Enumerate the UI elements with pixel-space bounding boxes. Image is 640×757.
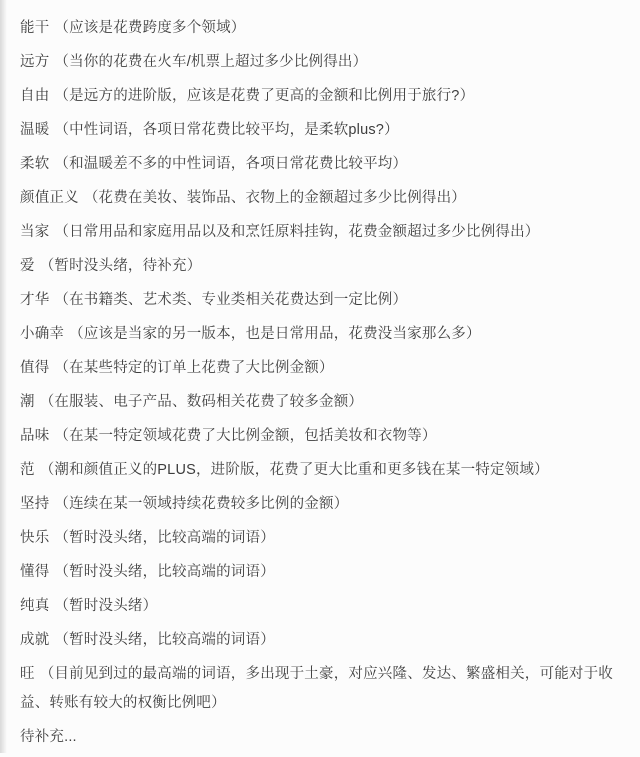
entry-description: （在服装、电子产品、数码相关花费了较多金额） (39, 394, 364, 410)
entry-term: 能干 (20, 20, 50, 36)
entry-description: （连续在某一领域持续花费较多比例的金额） (54, 496, 349, 512)
list-item (20, 388, 628, 417)
entry-term: 当家 (20, 224, 50, 240)
list-item (20, 116, 628, 145)
entry-term: 纯真 (20, 598, 50, 614)
entry-description: （暂时没头绪，比较高端的词语） (54, 530, 275, 546)
entry-term: 坚持 (20, 496, 50, 512)
list-item (20, 218, 628, 247)
list-item (20, 82, 628, 111)
entry-term: 范 (20, 462, 35, 478)
footer-note: 待补充... (20, 729, 77, 745)
list-item (20, 422, 628, 451)
entry-description: （暂时没头绪，比较高端的词语） (54, 564, 275, 580)
entry-term: 品味 (20, 428, 50, 444)
list-item (20, 320, 628, 349)
list-item (20, 524, 628, 553)
entry-description: （暂时没头绪，待补充） (39, 258, 202, 274)
entry-description: （目前见到过的最高端的词语，多出现于土豪，对应兴隆、发达、繁盛相关，可能对于收益、转账有较大的权衡比例吧） (20, 666, 613, 711)
entry-description: （暂时没头绪，比较高端的词语） (54, 632, 275, 648)
entry-term: 潮 (20, 394, 35, 410)
list-item (20, 14, 628, 43)
entry-description: （在某一特定领域花费了大比例金额，包括美妆和衣物等） (54, 428, 437, 444)
list-item (20, 48, 628, 77)
entry-description: （应该是当家的另一版本，也是日常用品，花费没当家那么多） (69, 326, 481, 342)
entry-description: （应该是花费跨度多个领域） (54, 20, 246, 36)
entry-term: 远方 (20, 54, 50, 70)
entry-description: （和温暖差不多的中性词语，各项日常花费比较平均） (54, 156, 408, 172)
entry-description: （中性词语，各项日常花费比较平均，是柔软plus?） (54, 122, 399, 138)
list-item (20, 490, 628, 519)
entry-term: 懂得 (20, 564, 50, 580)
entry-description: （在书籍类、艺术类、专业类相关花费达到一定比例） (54, 292, 408, 308)
list-item (20, 626, 628, 655)
list-item (20, 286, 628, 315)
entry-description: （在某些特定的订单上花费了大比例金额） (54, 360, 334, 376)
entry-term: 自由 (20, 88, 50, 104)
list-item (20, 150, 628, 179)
entry-term: 成就 (20, 632, 50, 648)
list-item (20, 592, 628, 621)
entry-description: （日常用品和家庭用品以及和烹饪原料挂钩，花费金额超过多少比例得出） (54, 224, 540, 240)
entry-description: （暂时没头绪） (54, 598, 158, 614)
entry-term: 爱 (20, 258, 35, 274)
entry-description: （当你的花费在火车/机票上超过多少比例得出） (54, 54, 368, 70)
entry-term: 旺 (20, 666, 35, 682)
entry-term: 温暖 (20, 122, 50, 138)
entry-term: 颜值正义 (20, 190, 79, 206)
entry-term: 快乐 (20, 530, 50, 546)
entries-list (20, 14, 628, 718)
entry-description: （是远方的进阶版，应该是花费了更高的金额和比例用于旅行?） (54, 88, 475, 104)
entry-term: 小确幸 (20, 326, 65, 342)
entry-term: 值得 (20, 360, 50, 376)
entry-term: 柔软 (20, 156, 50, 172)
list-item (20, 660, 628, 718)
entry-description: （花费在美妆、装饰品、衣物上的金额超过多少比例得出） (83, 190, 467, 206)
list-item (20, 456, 628, 485)
entry-term: 才华 (20, 292, 50, 308)
list-item (20, 558, 628, 587)
list-item (20, 354, 628, 383)
list-item (20, 184, 628, 213)
entry-description: （潮和颜值正义的PLUS，进阶版，花费了更大比重和更多钱在某一特定领域） (39, 462, 549, 478)
list-item (20, 252, 628, 281)
